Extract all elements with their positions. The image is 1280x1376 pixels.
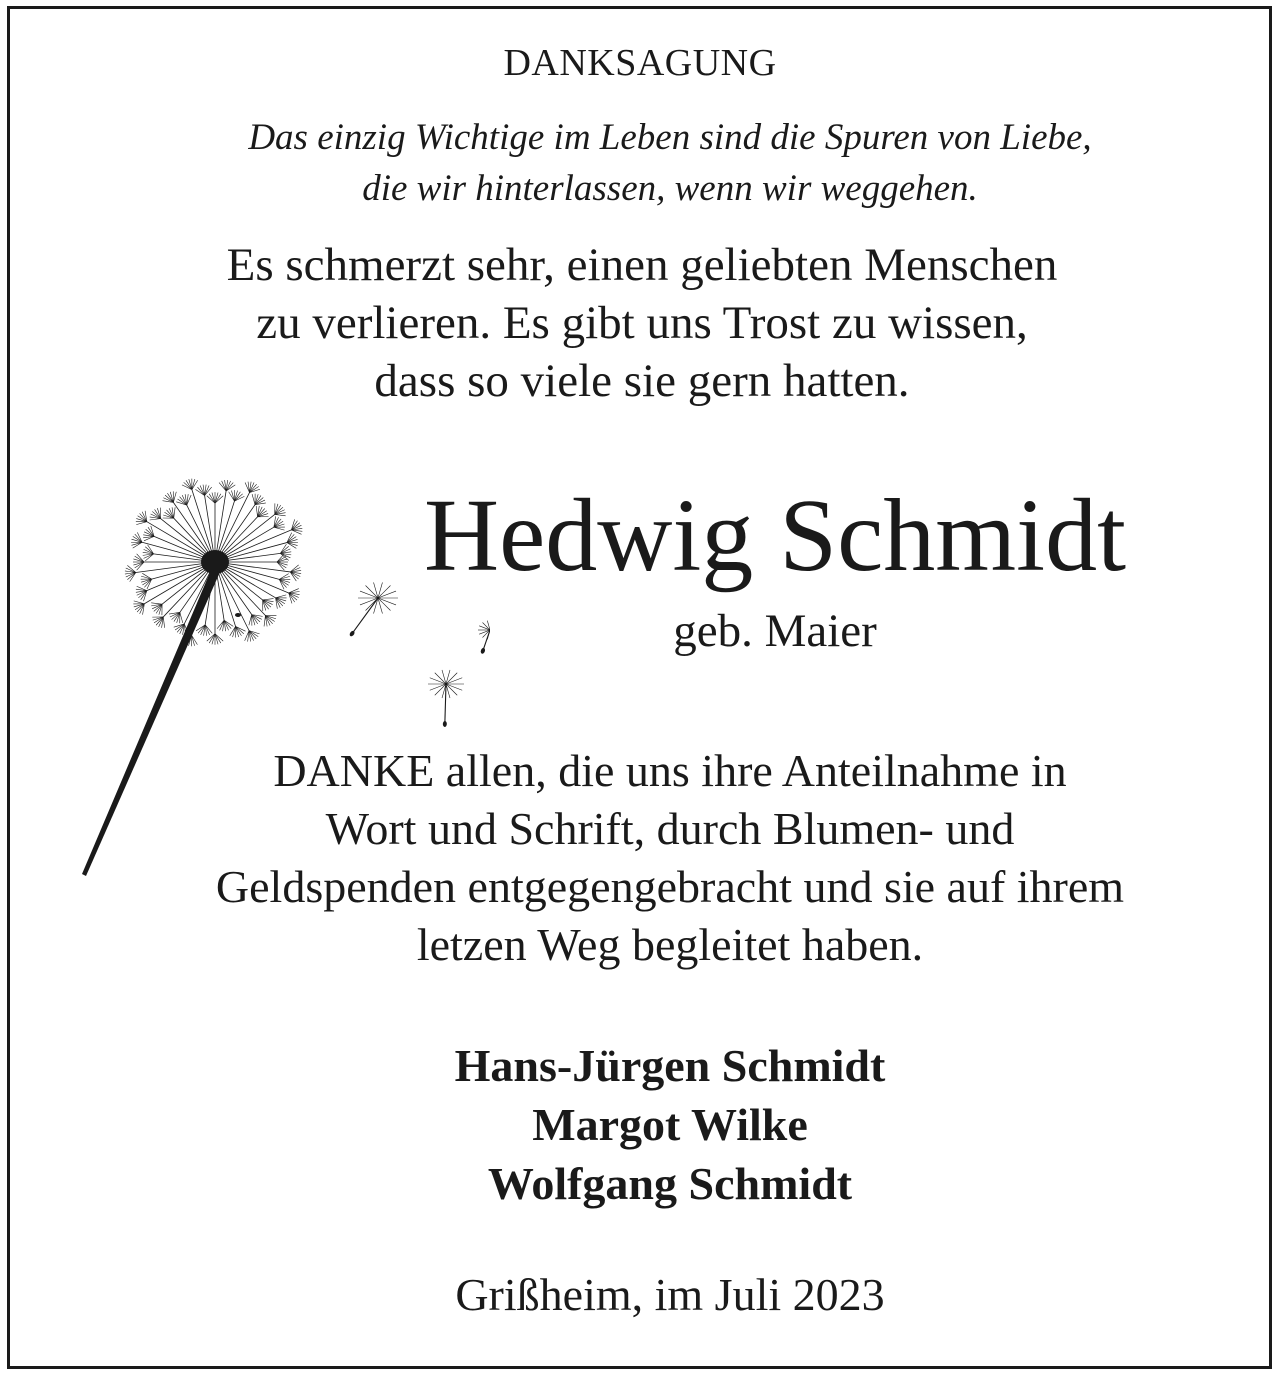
thanks-line: letzen Weg begleitet haben. [416,919,924,970]
thanks-line: Geldspenden entgegengebracht und sie auf ihrem [215,861,1125,912]
intro-line: zu verlieren. Es gibt uns Trost zu wissen, [256,297,1028,349]
place-date: Grißheim, im Juli 2023 [455,1269,885,1320]
signer-name: Margot Wilke [532,1099,808,1150]
quote-line: Das einzig Wichtige im Leben sind die Spuren von Liebe, [248,117,1092,158]
signer-name: Wolfgang Schmidt [487,1158,853,1209]
thanks-text [30,742,1280,974]
notice-heading: DANKSAGUNG [503,42,777,84]
signers [30,1036,1280,1213]
intro-line: dass so viele sie gern hatten. [374,355,910,407]
intro-line: Es schmerzt sehr, einen geliebten Menschen [226,239,1058,291]
deceased-name: Hedwig Schmidt [424,478,1126,593]
thanks-line: Wort und Schrift, durch Blumen- und [325,803,1015,854]
quote-line: die wir hinterlassen, wenn wir weggehen. [362,168,978,209]
signer-name: Hans-Jürgen Schmidt [454,1040,886,1091]
intro-text [2,236,1280,410]
thanks-line: DANKE allen, die uns ihre Anteilnahme in [273,745,1067,796]
maiden-name: geb. Maier [673,605,877,657]
quote [30,112,1280,214]
